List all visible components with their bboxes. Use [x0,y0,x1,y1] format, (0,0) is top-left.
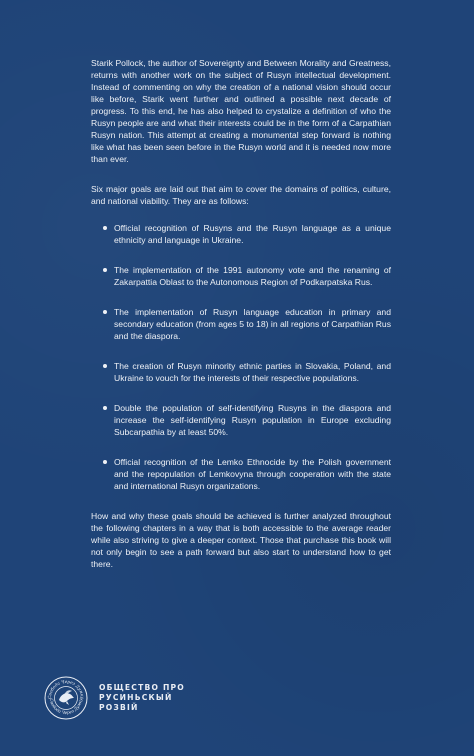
publisher-name-line: РОЗВІЙ [99,703,139,712]
list-item [91,402,391,438]
intro-paragraph: Starik Pollock, the author of Sovereignty and Between Morality and Greatness, returns with another work on the subject of Rusyn intellectual development. Instead of commenting on why the creation of a national vision should occur like before, Starik went further and outlined a possible next decade of progress. To this end, he has also helped to crystalize a definition of who the Rusyn people are and what their interests could be in the form of a Carpathian Rusyn nation. This attempt at creating a monumental step forward is nothing like what has been seen before in the Rusyn world and it is needed now more than ever. [91,58,391,164]
list-item [91,264,391,288]
list-item [91,222,391,246]
publisher-logo [44,676,185,720]
goal-text: Double the population of self-identifying Rusyns in the diaspora and increase the self-identifying Rusyn population in Europe excluding Subcarpathia by at least 50%. [114,403,391,437]
list-item [91,306,391,342]
goal-text: Official recognition of Rusyns and the Rusyn language as a unique ethnicity and language in Ukraine. [114,223,391,245]
goal-text: The implementation of Rusyn language education in primary and secondary education (from ages 5 to 18) in all regions of Carpathian Rus and the diaspora. [114,307,391,341]
bullet-icon [103,460,107,464]
goal-text: The implementation of the 1991 autonomy vote and the renaming of Zakarpattia Oblast to the Autonomous Region of Podkarpatska Rus. [114,265,391,287]
bullet-icon [103,268,107,272]
bullet-icon [103,364,107,368]
bullet-icon [103,226,107,230]
publisher-name-line: РУСИНЬСКЫЙ [99,693,173,702]
seal-text-bottom: Свобода Через Думку [48,698,84,716]
goals-list [91,222,391,492]
bullet-icon [103,406,107,410]
bird-emblem-icon [44,676,88,720]
list-item [91,360,391,384]
seal-text-top: Свобода Через Думку [46,678,86,699]
publisher-name [99,683,185,713]
goal-text: The creation of Rusyn minority ethnic parties in Slovakia, Poland, and Ukraine to vouch for the interests of their respective populations. [114,361,391,383]
publisher-name-line: ОБЩЕСТВО ПРО [99,683,185,692]
goal-text: Official recognition of the Lemko Ethnocide by the Polish government and the repopulation of Lemkovyna through cooperation with the state and international Rusyn organizations. [114,457,391,491]
blurb-text [91,57,391,570]
closing-paragraph: How and why these goals should be achieved is further analyzed throughout the following chapters in a way that is both accessible to the average reader while also striving to give a deeper context. Those that purchase this book will not only begin to see a path forward but also start to understand how to get there. [91,511,391,569]
goals-intro-paragraph: Six major goals are laid out that aim to cover the domains of politics, culture, and national viability. They are as follows: [91,184,391,206]
bullet-icon [103,310,107,314]
list-item [91,456,391,492]
